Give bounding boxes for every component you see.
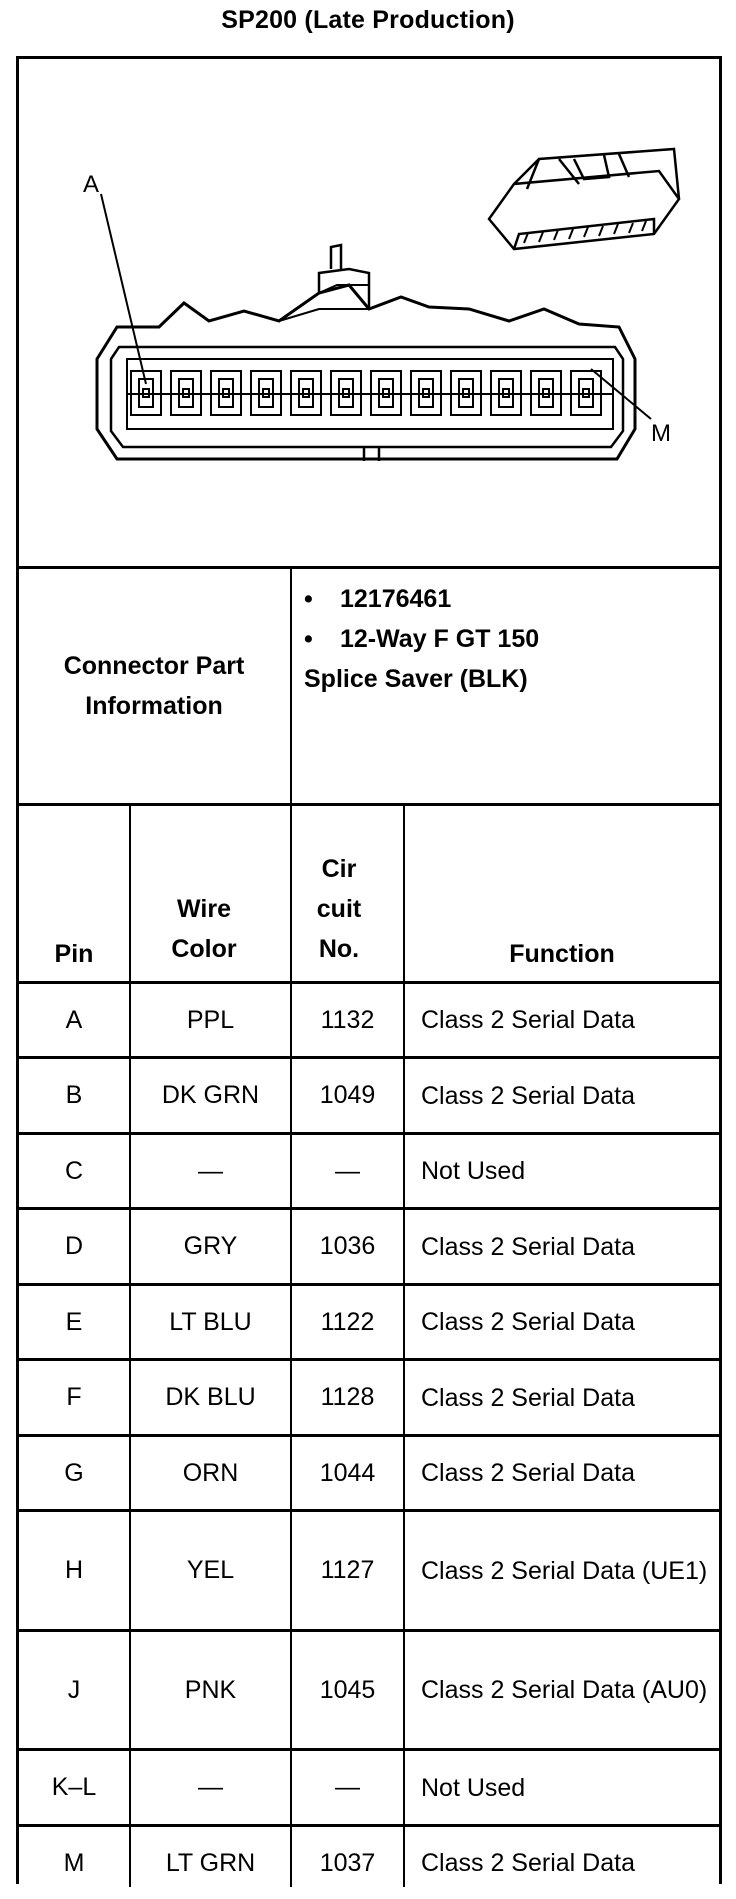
header-wire-color: Wire Color: [171, 895, 237, 963]
function-cell: Class 2 Serial Data: [421, 1383, 635, 1412]
connector-isometric-icon: [489, 149, 679, 249]
pin-cavities: [127, 359, 613, 429]
wire-color-cell: LT BLU: [169, 1307, 252, 1336]
circuit-cell: 1037: [319, 1848, 376, 1877]
circuit-cell: 1128: [320, 1383, 375, 1411]
connector-type: 12-Way F GT 150: [340, 625, 540, 653]
wire-color-cell: DK BLU: [165, 1383, 256, 1411]
circuit-cell: 1036: [319, 1232, 376, 1260]
header-pin: Pin: [54, 940, 94, 968]
function-cell: Not Used: [421, 1157, 526, 1185]
wire-color-cell: LT GRN: [165, 1848, 256, 1877]
connector-table: [16, 56, 722, 1884]
connector-diagram: [19, 59, 719, 569]
pin-cell: H: [64, 1556, 84, 1584]
wire-color-cell: —: [198, 1156, 223, 1185]
circuit-cell: 1045: [319, 1675, 376, 1704]
circuit-cell: 1122: [320, 1307, 375, 1336]
wire-color-cell: GRY: [183, 1232, 238, 1260]
function-cell: Class 2 Serial Data: [421, 1459, 635, 1487]
function-cell: Class 2 Serial Data (UE1): [421, 1556, 708, 1585]
function-cell: Class 2 Serial Data: [421, 1081, 635, 1110]
header-function: Function: [509, 940, 615, 968]
pin-cell: G: [64, 1458, 84, 1487]
circuit-cell: 1127: [320, 1556, 375, 1584]
pin-cell: K–L: [51, 1773, 97, 1801]
part-description: Splice Saver (BLK): [304, 665, 528, 693]
circuit-cell: —: [335, 1156, 360, 1185]
pin-cell: E: [65, 1307, 83, 1336]
pin-cell: F: [66, 1383, 82, 1411]
pin-cell: M: [63, 1848, 85, 1877]
wire-color-cell: PNK: [184, 1675, 237, 1704]
part-info-details: [294, 579, 714, 699]
pin-cell: J: [67, 1675, 81, 1704]
wire-color-cell: PPL: [186, 1005, 235, 1034]
function-cell: Class 2 Serial Data (AU0): [421, 1676, 708, 1704]
function-cell: Class 2 Serial Data: [421, 1308, 635, 1336]
page-title: SP200 (Late Production): [221, 6, 515, 34]
function-cell: Class 2 Serial Data: [421, 1006, 635, 1034]
circuit-cell: —: [335, 1773, 360, 1801]
wire-color-cell: DK GRN: [161, 1081, 260, 1109]
part-info-item: • 12-Way F GT 150: [294, 619, 714, 659]
pin-cell: A: [65, 1005, 83, 1034]
circuit-cell: 1132: [320, 1005, 375, 1034]
wire-color-cell: —: [198, 1773, 223, 1801]
part-info-label: Connector Part Information: [63, 652, 245, 720]
header-circuit: Cir cuit No.: [316, 855, 362, 963]
function-cell: Not Used: [421, 1773, 526, 1802]
wire-color-cell: YEL: [186, 1556, 235, 1584]
function-cell: Class 2 Serial Data: [421, 1232, 635, 1261]
pin-label-last: M: [651, 420, 671, 447]
pin-cell: B: [65, 1081, 83, 1109]
part-number: 12176461: [340, 585, 452, 613]
wire-color-cell: ORN: [182, 1458, 239, 1487]
pin-label-first: A: [83, 171, 100, 198]
pin-cell: D: [64, 1232, 84, 1260]
circuit-cell: 1049: [319, 1081, 376, 1109]
circuit-cell: 1044: [319, 1458, 376, 1487]
function-cell: Class 2 Serial Data: [421, 1849, 635, 1877]
part-info-item: • 12176461: [294, 579, 714, 619]
pin-cell: C: [64, 1156, 84, 1185]
